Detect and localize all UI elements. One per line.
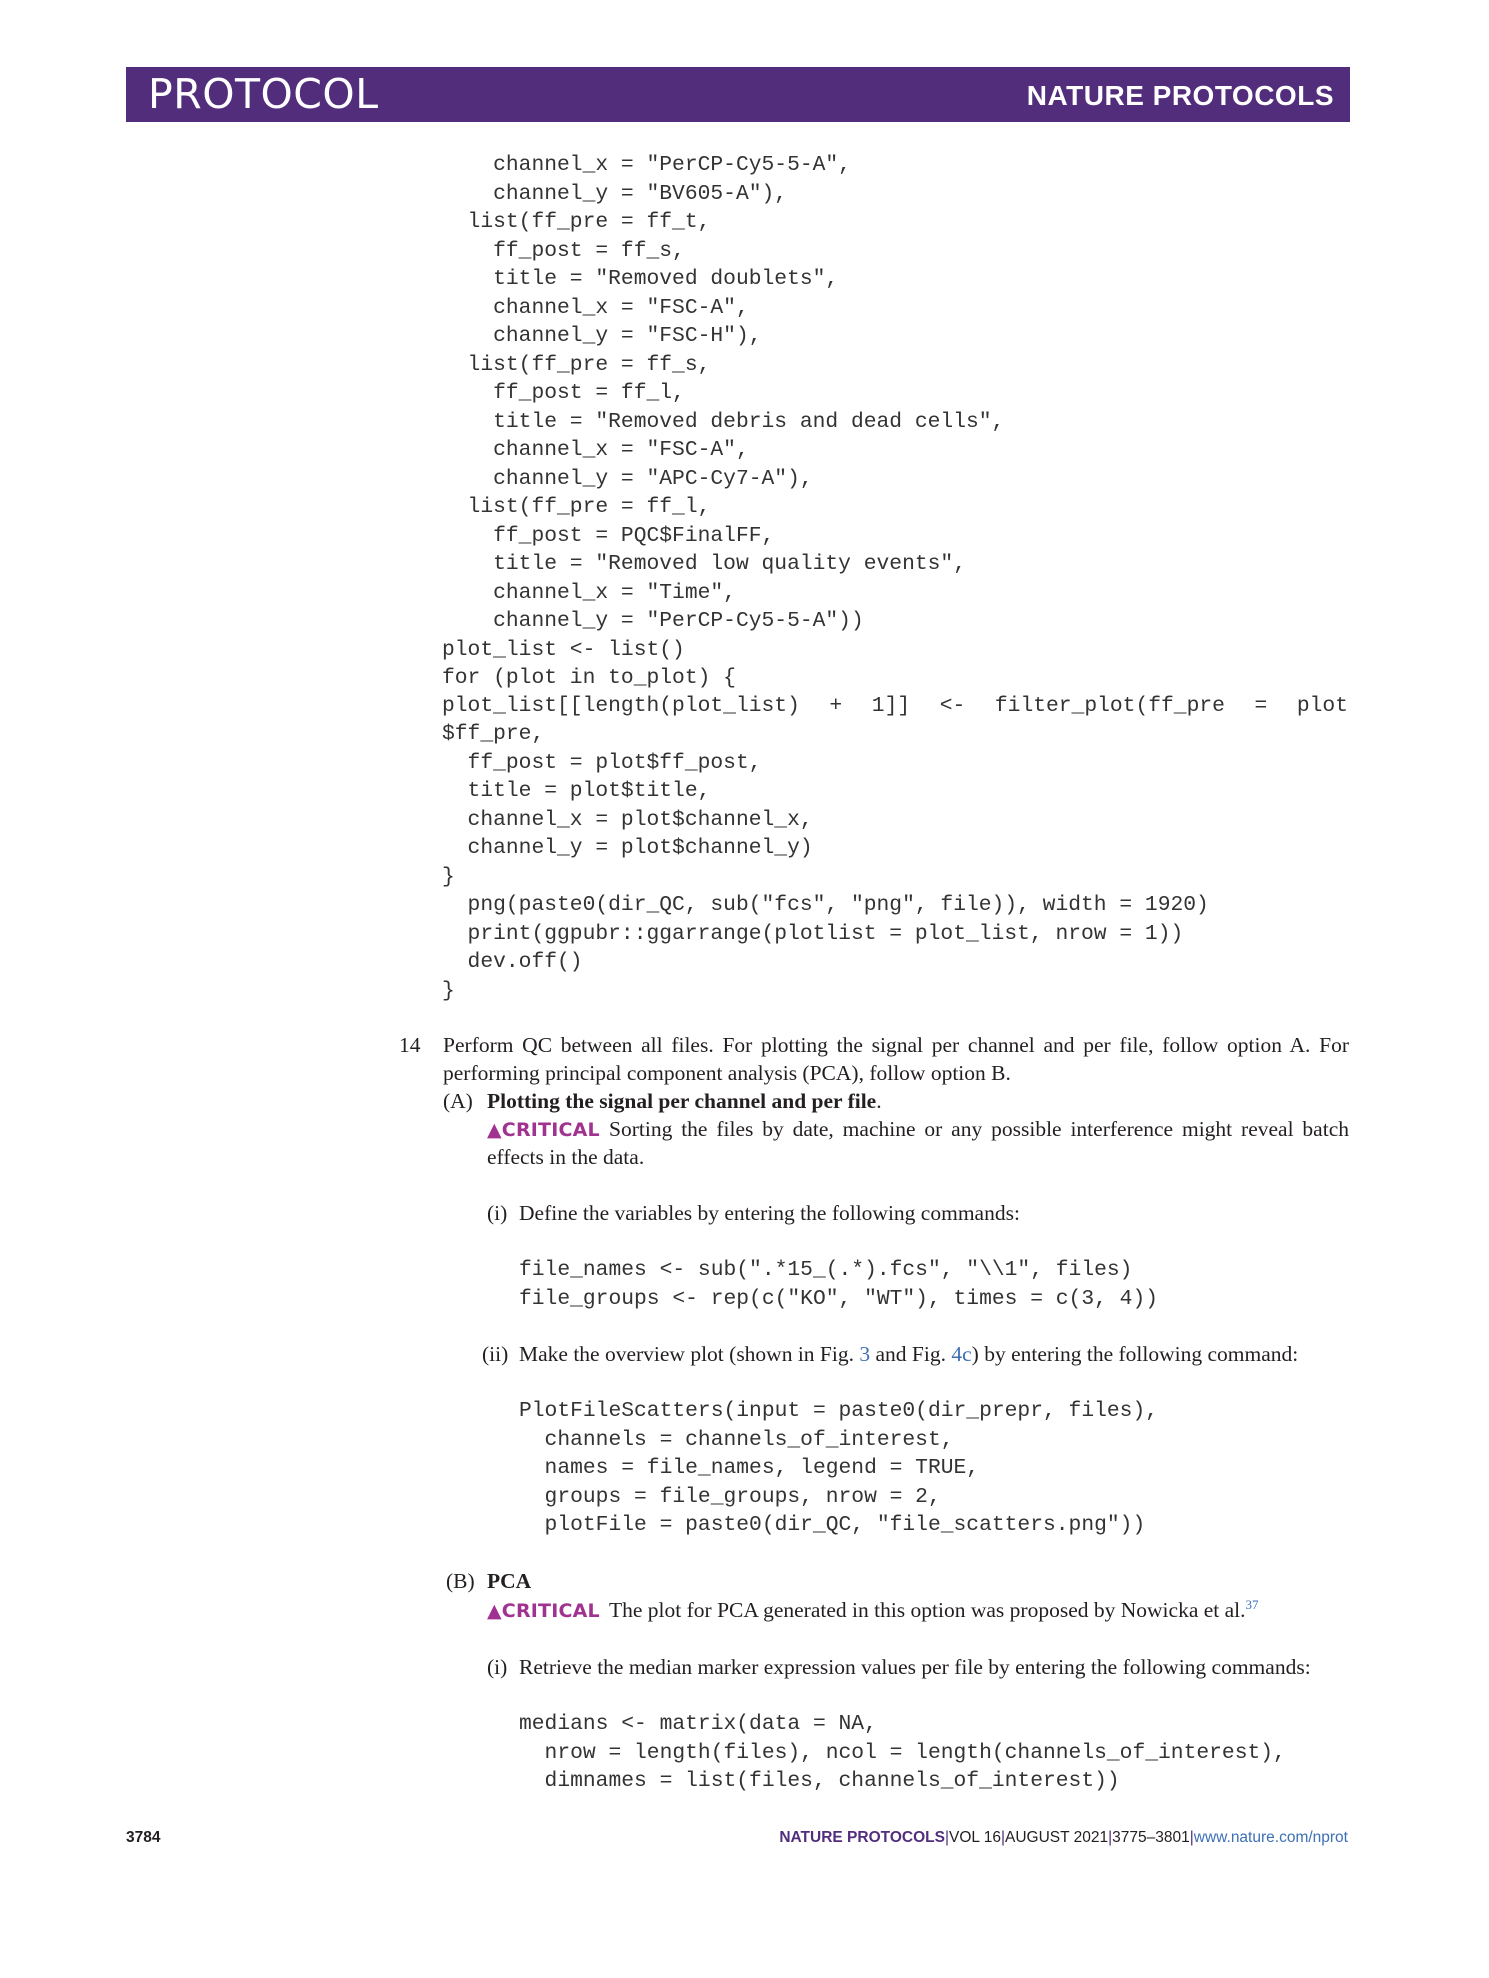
figure-3-link[interactable]: 3 (859, 1342, 871, 1366)
step-a-ii-text-2: and Fig. (870, 1342, 952, 1366)
step-a-i-label: (i) (487, 1201, 508, 1225)
critical-b-text: ▲CRITICAL (487, 1600, 600, 1622)
step-text-line-1: Perform QC between all files. For plotting the signal per channel and per file, follow option A. For (443, 1033, 1349, 1057)
critical-b-body: The plot for PCA generated in this option was proposed by Nowicka et al. (609, 1598, 1246, 1622)
step-text-line-2: performing principal component analysis (PCA), follow option B. (443, 1061, 1011, 1085)
step-b-i-text: Retrieve the median marker expression values per file by entering the following commands: (519, 1655, 1311, 1679)
option-a-title (487, 1087, 882, 1116)
option-a-label: (A) (443, 1089, 473, 1113)
footer-sep-4: | (1189, 1829, 1194, 1846)
option-a-title-text: Plotting the signal per channel and per file (487, 1089, 877, 1113)
step-a-ii-text-1: Make the overview plot (shown in Fig. (519, 1342, 860, 1366)
critical-a-line-1: Sorting the files by date, machine or any possible interference might reveal batch (609, 1117, 1349, 1141)
code-block-plot-file-scatters: PlotFileScatters(input = paste0(dir_prepr, files), channels = channels_of_interest, names = file_names, legend = TRUE, groups = file_groups, nrow = 2, plotFile = paste0(dir_QC, "file_scatters.png")) (519, 1399, 1159, 1537)
step-a-i-text: Define the variables by entering the following commands: (519, 1201, 1020, 1225)
critical-b-line (609, 1596, 1259, 1625)
critical-label-b (487, 1596, 600, 1626)
footer-sep-2: | (1000, 1829, 1006, 1846)
critical-label-a (487, 1115, 600, 1145)
step-a-ii-text-3: ) by entering the following command: (971, 1342, 1299, 1366)
figure-4c-link[interactable]: 4c (951, 1342, 972, 1366)
code-wrapped-line: plot_list[[length(plot_list) + 1]] <- filter_plot(ff_pre = plot (442, 694, 1348, 718)
step-number: 14 (399, 1033, 421, 1057)
reference-37-link[interactable]: 37 (1245, 1597, 1259, 1612)
critical-a-text: ▲CRITICAL (487, 1119, 600, 1141)
option-a-title-period: . (876, 1089, 882, 1113)
option-b-title-text: PCA (487, 1569, 532, 1593)
footer-url-link[interactable]: www.nature.com/nprot (1193, 1829, 1348, 1846)
footer-journal: NATURE PROTOCOLS (779, 1829, 945, 1846)
footer-pages: 3775–3801 (1112, 1829, 1190, 1846)
code-block-plot-list: channel_x = "PerCP-Cy5-5-A", channel_y = "BV605-A"), list(ff_pre = ff_t, ff_post = ff_s, title = "Removed doublets", channel_x = "FSC-A", channel_y = "FSC-H"), list(ff_pre = ff_s, ff_post = ff_l, title = "Removed debris and dead cells", channel_x = "FSC-A", channel_y = "APC-Cy7-A"), list(ff_pre = ff_l, ff_post = PQC$FinalFF, title = "Removed low quality events", channel_x = "Time", channel_y = "PerCP-Cy5-5-A")) plot_list <- list() for (plot in to_plot) { (442, 153, 1005, 690)
critical-a-line-2: effects in the data. (487, 1145, 645, 1169)
footer-volume: VOL 16 (948, 1829, 1001, 1846)
footer-sep-3: | (1108, 1829, 1113, 1846)
option-b-title (487, 1567, 531, 1596)
page-number: 3784 (126, 1829, 161, 1846)
header-bar (126, 67, 1350, 122)
journal-name: NATURE PROTOCOLS (1026, 80, 1334, 111)
code-block-plot-loop: $ff_pre, ff_post = plot$ff_post, title = plot$title, channel_x = plot$channel_x, channel_y = plot$channel_y) } png(paste0(dir_QC, sub("fcs", "png", file)), width = 1920) print(ggpubr::ggarrange(plotlist = plot_list, nrow = 1)) dev.off() } (442, 722, 1209, 1003)
footer-sep-1: | (944, 1829, 949, 1846)
footer-citation (779, 1828, 1348, 1848)
code-block-medians: medians <- matrix(data = NA, nrow = length(files), ncol = length(channels_of_interest), dimnames = list(files, channels_of_interest)) (519, 1712, 1286, 1793)
code-block-file-names: file_names <- sub(".*15_(.*).fcs", "\\1", files) file_groups <- rep(c("KO", "WT"), times = c(3, 4)) (519, 1258, 1159, 1311)
option-b-label: (B) (446, 1569, 475, 1593)
section-label: PROTOCOL (148, 70, 379, 118)
step-a-ii-label: (ii) (482, 1342, 509, 1366)
step-b-i-label: (i) (487, 1655, 508, 1679)
step-a-ii-text (519, 1340, 1298, 1369)
footer-date: AUGUST 2021 (1005, 1829, 1109, 1846)
